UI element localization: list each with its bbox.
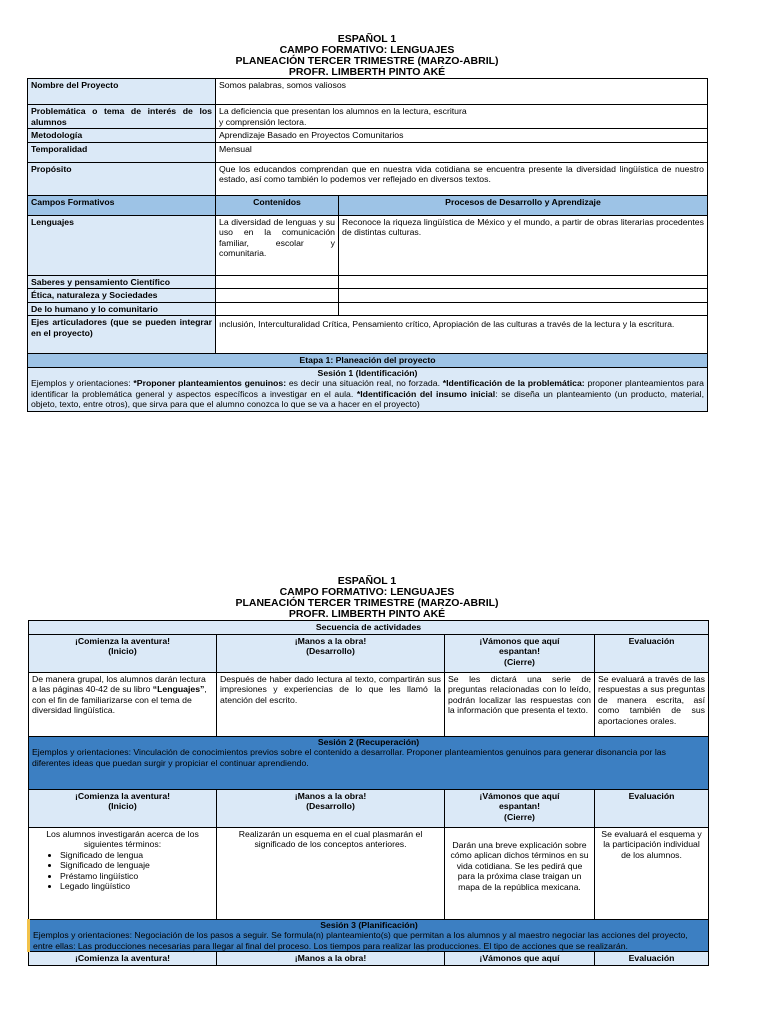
processes-header: Procesos de Desarrollo y Aprendizaje	[339, 195, 708, 215]
col2-line-b: (Desarrollo)	[306, 646, 355, 656]
col3-line-b: espantan!	[498, 646, 541, 656]
page-2	[27, 576, 707, 966]
sequence-title: Secuencia de actividades	[29, 621, 709, 635]
r2-inicio-intro: Los alumnos investigarán acerca de los siguientes términos:	[46, 828, 199, 849]
page-header-2	[27, 576, 707, 620]
lang-label: Lenguajes	[28, 215, 216, 275]
plan-title-2: PLANEACIÓN TERCER TRIMESTRE (MARZO-ABRIL)	[235, 597, 499, 609]
teacher-name: PROFR. LIMBERTH PINTO AKÉ	[288, 66, 446, 78]
col-evaluacion-header: Evaluación	[595, 634, 709, 672]
human-process	[339, 302, 708, 316]
term-item: • Significado de lenguaje	[60, 860, 213, 871]
purpose-value: Que los educandos comprendan que en nuestra vida cotidiana se encuentra presente la diversidad lingüística de nuestro estado, así como también lo podemos ver reflejado en diversos textos.	[216, 162, 708, 195]
col3-line-a: ¡Vámonos que aquí	[479, 635, 560, 646]
r1-inicio-a: De manera grupal, los alumnos darán lectura a las páginas 40-42 de su libro	[32, 673, 206, 694]
col-desarrollo-header-3: ¡Manos a la obra!	[217, 952, 445, 966]
col-inicio-header-3: ¡Comienza la aventura!	[29, 952, 217, 966]
lang-process: Reconoce la riqueza lingüística de México y el mundo, a partir de obras literarias procedentes de distintas culturas.	[339, 215, 708, 275]
project-name-label: Nombre del Proyecto	[28, 79, 216, 105]
col-inicio-header	[29, 634, 217, 672]
session3-text: Ejemplos y orientaciones: Negociación de los pasos a seguir. Se formula(n) planteamiento(s) que permitan a los alumnos y al maestro negociar las acciones del proyecto, entre ellas: Las producciones necesarias para llegar al final del proceso. Los tiempos para realizar las producciones. El tipo de acciones que se realizarán.	[33, 930, 688, 951]
r1-inicio-book: “Lenguajes”	[152, 684, 205, 694]
col-desarrollo-header-2	[217, 789, 445, 827]
time-value: Mensual	[216, 142, 708, 162]
s1-text-3: : se diseña un planteamiento (un producto, material, objeto, texto, entre otros), que sirva para que el alumno conozca lo que se va a hacer en el proyecto)	[31, 388, 705, 409]
field-title: CAMPO FORMATIVO: LENGUAJES	[279, 44, 455, 56]
r1-evaluacion: Se evaluará a través de las respuestas a sus preguntas de manera escrita, así como también de sus aportaciones orales.	[595, 672, 709, 736]
science-process	[339, 275, 708, 289]
r1-cierre: Se les dictará una serie de preguntas relacionadas con lo leído, podrán localizar las respuestas con la información que presenta el texto.	[445, 672, 595, 736]
col2-line-b-2: (Desarrollo)	[306, 801, 355, 811]
s1-text-1: es decir una situación real, no forzada.	[286, 378, 443, 388]
method-value: Aprendizaje Basado en Proyectos Comunitarios	[216, 129, 708, 143]
col2-line-a-2: ¡Manos a la obra!	[294, 790, 367, 801]
field-title-2: CAMPO FORMATIVO: LENGUAJES	[279, 586, 455, 598]
subject-title: ESPAÑOL 1	[337, 33, 397, 45]
col1-line-b: (Inicio)	[108, 646, 137, 656]
time-label: Temporalidad	[28, 142, 216, 162]
col2-line-a: ¡Manos a la obra!	[294, 635, 367, 646]
term-item: • Préstamo lingüístico	[60, 871, 213, 882]
col3-line-a-2: ¡Vámonos que aquí	[479, 790, 560, 801]
project-name-value: Somos palabras, somos valiosos	[216, 79, 708, 105]
fields-header: Campos Formativos	[28, 195, 216, 215]
r1-desarrollo: Después de haber dado lectura al texto, compartirán sus impresiones y experiencias de lo que les llamó la atención del escrito.	[217, 672, 445, 736]
col-cierre-header-2	[445, 789, 595, 827]
col1-line-a: ¡Comienza la aventura!	[74, 635, 171, 646]
stage-title: Etapa 1: Planeación del proyecto	[28, 354, 708, 368]
human-content	[216, 302, 339, 316]
s1-intro: Ejemplos y orientaciones:	[31, 378, 134, 388]
page-header	[27, 34, 707, 78]
plan-title: PLANEACIÓN TERCER TRIMESTRE (MARZO-ABRIL)	[235, 55, 499, 67]
terms-list	[32, 850, 213, 892]
problem-label: Problemática o tema de interés de los alumnos	[28, 105, 216, 129]
lang-content: La diversidad de lenguas y su uso en la comunicación familiar, escolar y comunitaria.	[216, 215, 339, 275]
session3-title: Sesión 3 (Planificación)	[320, 919, 418, 930]
ethics-label: Ética, naturaleza y Sociedades	[28, 289, 216, 303]
col3-line-c: (Cierre)	[504, 656, 535, 667]
col-cierre-header	[445, 634, 595, 672]
project-table	[27, 78, 708, 412]
science-label: Saberes y pensamiento Científico	[28, 275, 216, 289]
ethics-process	[339, 289, 708, 303]
sequence-table	[27, 620, 709, 966]
term-item: • Significado de lengua	[60, 850, 213, 861]
r2-desarrollo: Realizarán un esquema en el cual plasmarán el significado de los conceptos anteriores.	[217, 827, 445, 919]
col3-line-b-2: espantan!	[498, 801, 541, 811]
col3-line-c-2: (Cierre)	[504, 811, 535, 822]
axes-label: Ejes articuladores (que se pueden integrar en el proyecto)	[28, 316, 216, 354]
col-evaluacion-header-3: Evaluación	[595, 952, 709, 966]
s1-text-2: proponer planteamientos para identificar la problemática general y aspectos específicos a investigar en el aula.	[31, 378, 705, 399]
col1-line-a-2: ¡Comienza la aventura!	[74, 790, 171, 801]
session2-title: Sesión 2 (Recuperación)	[317, 736, 420, 747]
s1-bold-2: *Identificación de la problemática:	[442, 378, 585, 388]
science-content	[216, 275, 339, 289]
term-item: • Legado lingüístico	[60, 881, 213, 892]
page-1	[27, 34, 707, 412]
session1-text	[31, 378, 704, 410]
r1-inicio-c: , con el fin de familiarizarse con el tema de diversidad lingüística.	[32, 684, 207, 715]
session3-block	[29, 919, 709, 952]
subject-title-2: ESPAÑOL 1	[337, 575, 397, 587]
teacher-name-2: PROFR. LIMBERTH PINTO AKÉ	[288, 608, 446, 620]
r1-inicio	[29, 672, 217, 736]
s1-bold-1: *Proponer planteamientos genuinos:	[133, 378, 287, 388]
r2-inicio	[29, 827, 217, 919]
r2-cierre: Darán una breve explicación sobre cómo aplican dichos términos en su vida cotidiana. Se les pedirá que para la próxima clase traigan un mapa de la república mexicana.	[445, 827, 595, 919]
axes-value: ınclusión, Interculturalidad Crítica, Pensamiento crítico, Apropiación de las culturas a través de la lectura y la escritura.	[216, 316, 708, 354]
method-label: Metodología	[28, 129, 216, 143]
session2-block	[29, 736, 709, 789]
problem-line-2: y comprensión lectora.	[219, 116, 307, 127]
col1-line-b-2: (Inicio)	[108, 801, 137, 811]
session1-title: Sesión 1 (Identificación)	[317, 367, 418, 378]
contents-header: Contenidos	[216, 195, 339, 215]
problem-value	[216, 105, 708, 129]
s1-bold-3: *Identificación del insumo inicial	[356, 388, 496, 399]
session2-text: Ejemplos y orientaciones: Vinculación de conocimientos previos sobre el contenido a desarrollar. Proponer planteamientos genuinos para generar disonancia por las diferentes ideas que puedan surgir y propiciar el continuar aprendiendo.	[32, 747, 666, 768]
r2-evaluacion: Se evaluará el esquema y la participación individual de los alumnos.	[595, 827, 709, 919]
col-cierre-header-3: ¡Vámonos que aquí	[445, 952, 595, 966]
human-label: De lo humano y lo comunitario	[28, 302, 216, 316]
col-desarrollo-header	[217, 634, 445, 672]
col-evaluacion-header-2: Evaluación	[595, 789, 709, 827]
problem-line-1: La deficiencia que presentan los alumnos en la lectura, escritura	[219, 106, 467, 116]
col-inicio-header-2	[29, 789, 217, 827]
purpose-label: Propósito	[28, 162, 216, 195]
ethics-content	[216, 289, 339, 303]
session1-block	[28, 367, 708, 411]
